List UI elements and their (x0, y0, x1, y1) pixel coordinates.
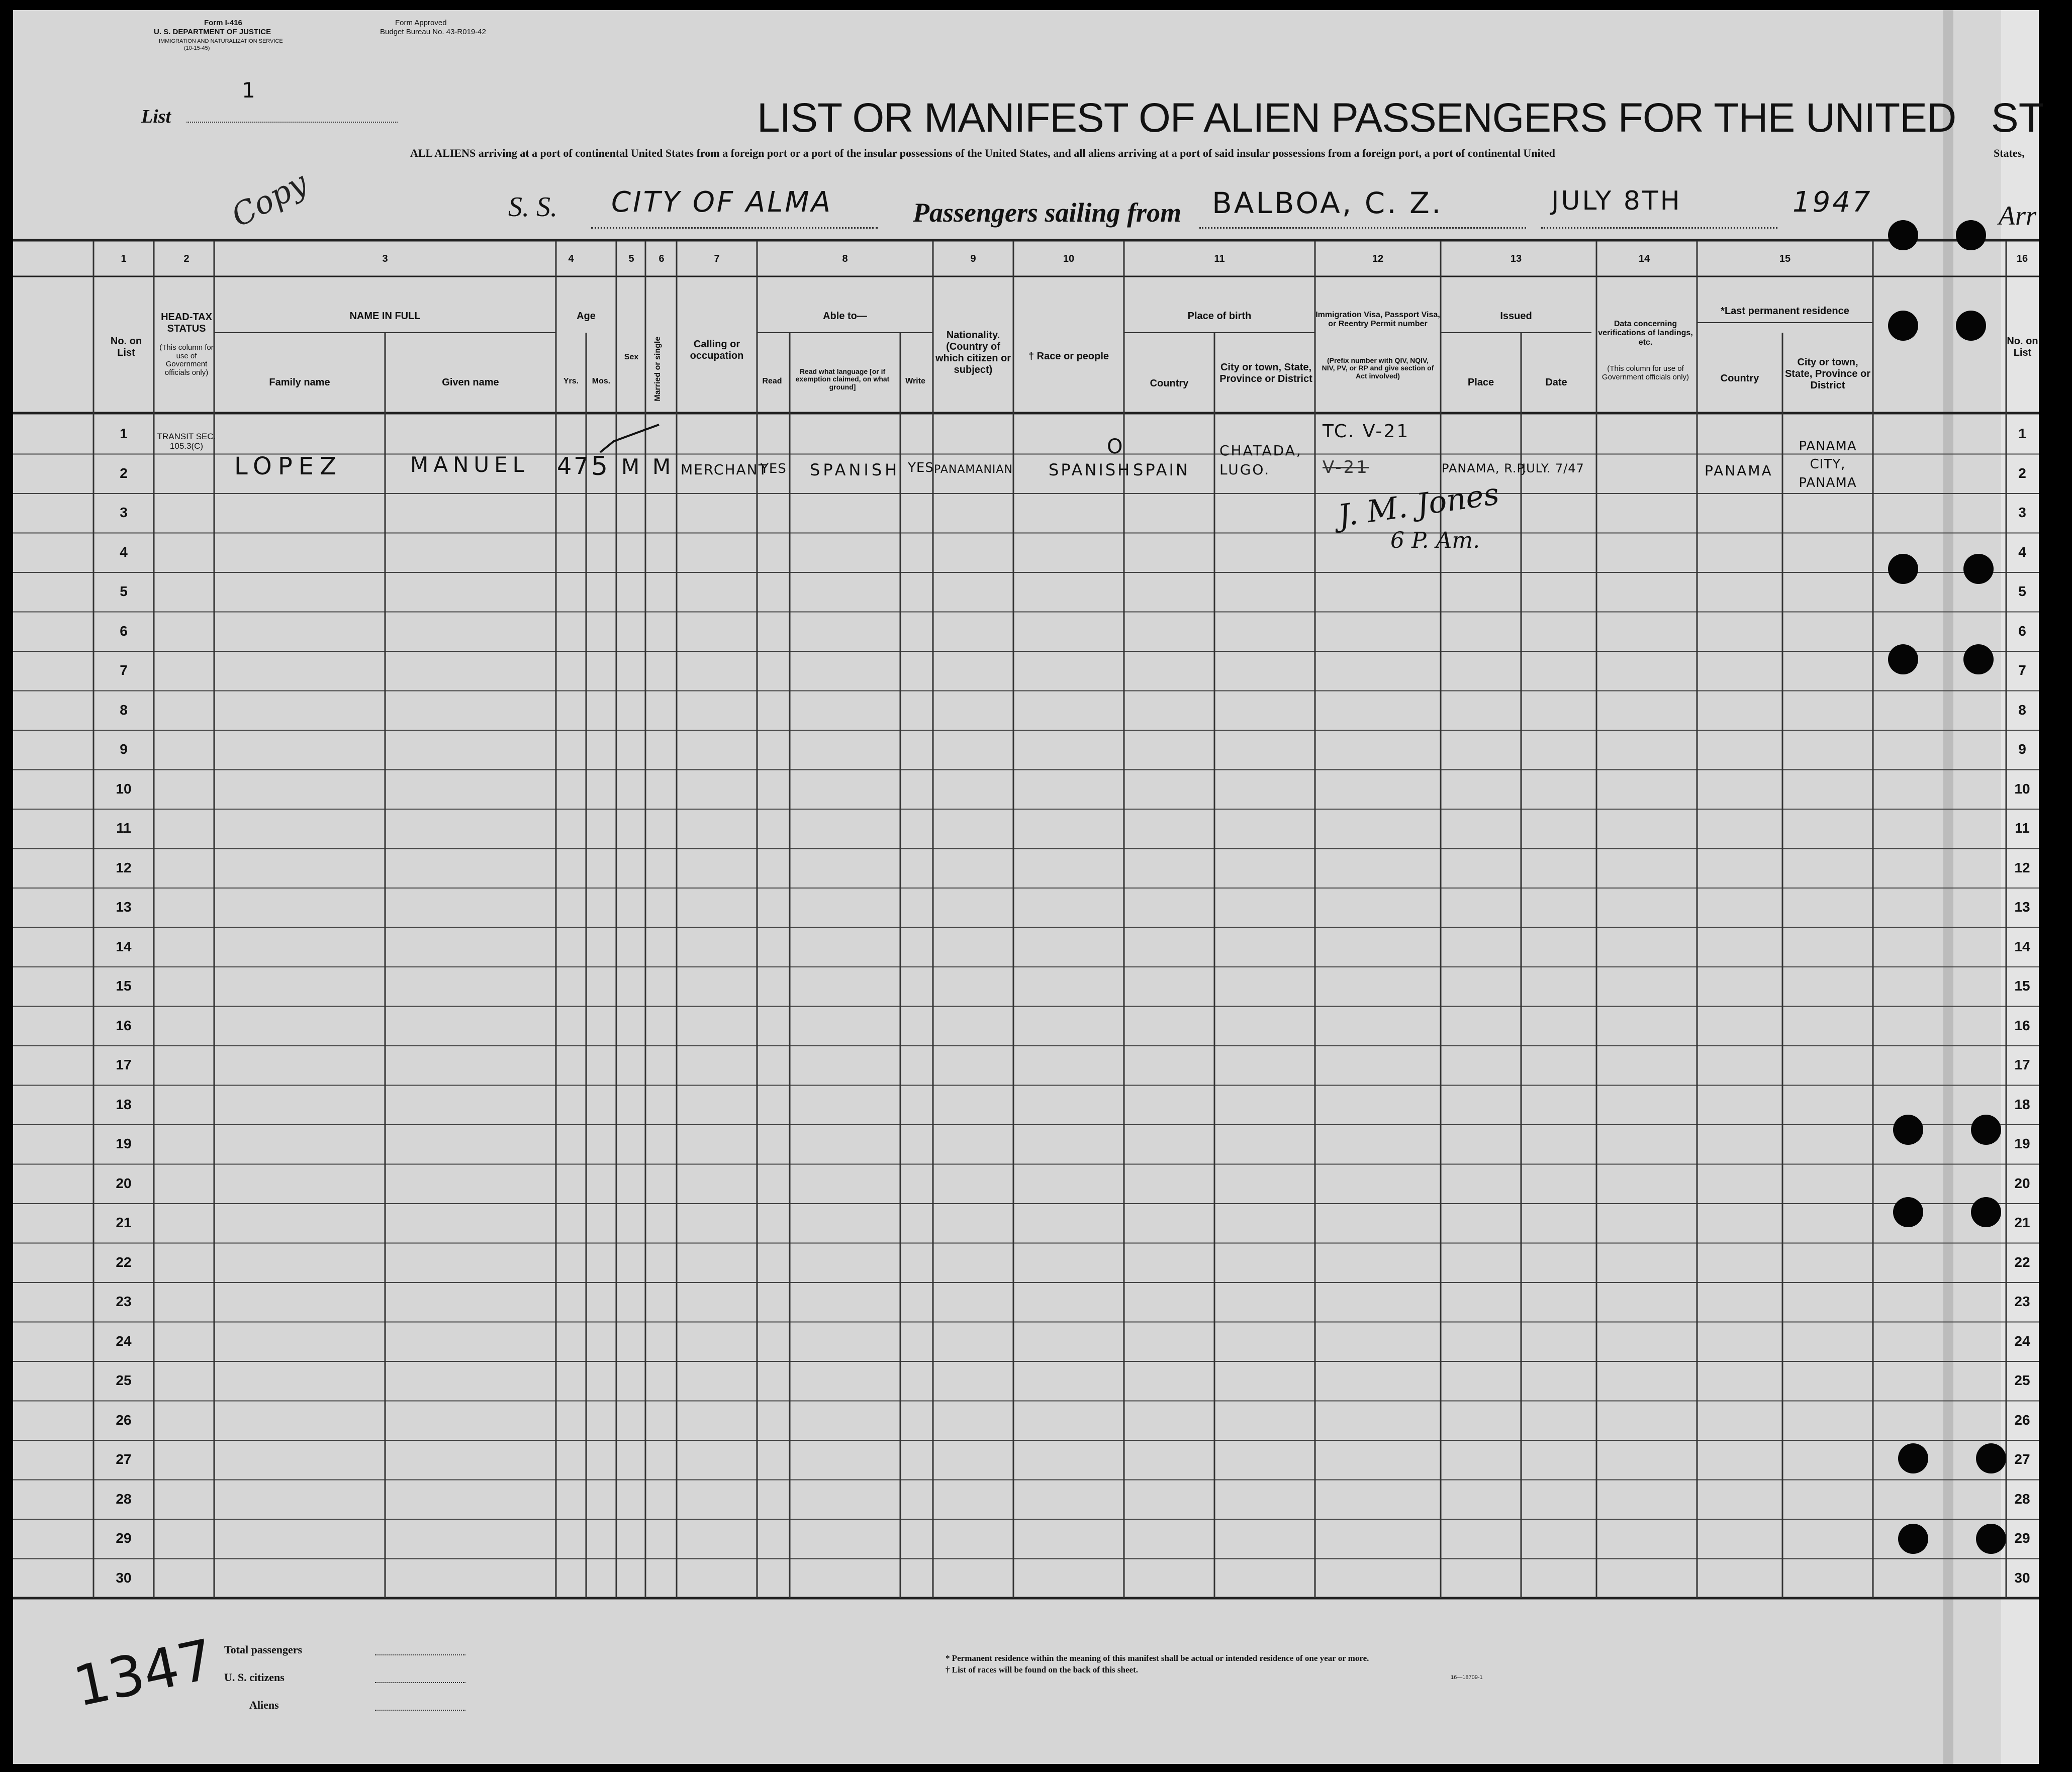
row-number: 2 (120, 465, 128, 481)
passenger-married: M (652, 454, 673, 479)
row-number: 7 (120, 662, 128, 678)
col-nationality: Nationality. (Country of which citizen or subject) (935, 330, 1011, 375)
row-number: 24 (116, 1333, 132, 1349)
col-visa-note: (Prefix number with QIV, NQIV, NIV, PV, or RP and give section of Act involved) (1322, 356, 1434, 380)
punch-hole (1971, 1115, 2001, 1145)
row-number: 24 (2014, 1333, 2030, 1349)
col-read-language: Read what language [or if exemption claimed, on what ground] (795, 367, 890, 391)
us-citizens-line (375, 1682, 465, 1683)
row-number: 30 (116, 1569, 132, 1586)
row-number: 22 (116, 1254, 132, 1270)
column-number: 3 (382, 253, 388, 264)
column-number: 14 (1638, 253, 1650, 264)
col-age-yrs: Yrs. (563, 377, 579, 385)
column-number: 9 (970, 253, 976, 264)
col-data-concerning: Data concerning verifications of landings, etc. (1598, 320, 1693, 347)
col-res-country: Country (1720, 373, 1759, 384)
row-number: 30 (2014, 1569, 2030, 1586)
manifest-title-cut: ST (1991, 95, 2044, 141)
col-no-on-list-right: No. on List (2007, 336, 2038, 358)
ship-name: CITY OF ALMA (611, 186, 833, 219)
row-number: 17 (2014, 1057, 2030, 1072)
row-number: 17 (116, 1057, 132, 1072)
punch-hole (1888, 311, 1918, 341)
row-number: 10 (2014, 780, 2030, 797)
row-number: 29 (116, 1530, 132, 1546)
row-number: 21 (116, 1215, 132, 1230)
row-number: 18 (2014, 1096, 2030, 1112)
col-sex: Sex (624, 353, 639, 361)
row-number: 9 (2018, 741, 2026, 757)
manifest-subtitle: ALL ALIENS arriving at a port of continental United States from a foreign port or a port of the insular possessions of the United States, and all aliens arriving at a port of said insular possessions from a foreign port, a port of continental United (410, 147, 1555, 159)
row-number: 22 (2014, 1254, 2030, 1270)
col-birth-country: Country (1150, 378, 1189, 389)
row-number: 8 (120, 702, 128, 718)
col-no-on-list: No. on List (110, 336, 142, 358)
punch-hole (1963, 644, 1994, 674)
col-married: Married or single (653, 336, 662, 402)
row-number: 12 (116, 859, 132, 875)
manifest-sheet (13, 10, 2044, 1764)
column-number: 8 (842, 253, 848, 264)
column-number: 1 (121, 253, 127, 264)
punch-hole (1893, 1197, 1923, 1227)
col-data-note: (This column for use of Government officials only) (1602, 364, 1689, 381)
service: IMMIGRATION AND NATURALIZATION SERVICE (159, 38, 283, 44)
col-res-city: City or town, State, Province or District (1784, 357, 1871, 391)
col-issued-place: Place (1467, 377, 1494, 388)
row-number: 14 (2014, 938, 2030, 954)
row-number: 13 (2014, 899, 2030, 915)
row-number: 11 (116, 820, 131, 836)
passenger-language: SPANISH (810, 460, 900, 479)
row-number: 20 (116, 1175, 132, 1191)
sailing-date: JULY 8TH (1551, 186, 1682, 216)
form-number: Form I-416 (204, 19, 242, 27)
col-able-to: Able to— (823, 311, 867, 322)
budget-bureau: Budget Bureau No. 43-R019-42 (380, 28, 486, 36)
row-number: 6 (2018, 623, 2026, 639)
sailing-year: 1947 (1793, 186, 1872, 219)
copy-annotation: Copy (225, 164, 314, 235)
row-number: 5 (2018, 583, 2026, 599)
row-number: 16 (2014, 1017, 2030, 1033)
col-race: † Race or people (1028, 351, 1109, 362)
row-number: 27 (2014, 1451, 2030, 1467)
col-birth-city: City or town, State, Province or District (1219, 362, 1312, 384)
form-revision: (10-15-45) (184, 45, 210, 51)
passenger-res-country: PANAMA (1705, 462, 1773, 479)
department: U. S. DEPARTMENT OF JUSTICE (154, 28, 271, 36)
sailing-label: Passengers sailing from (913, 198, 1182, 228)
arriving-cut: Arr (1999, 201, 2037, 231)
punch-hole (1956, 311, 1986, 341)
col-last-residence: *Last permanent residence (1721, 306, 1849, 317)
col-age: Age (577, 311, 596, 322)
col-issued-date: Date (1545, 377, 1567, 388)
col-name-in-full: NAME IN FULL (349, 311, 421, 322)
passenger-head-tax: TRANSIT SEC. 105.3(C) (157, 432, 216, 451)
row-number: 3 (120, 505, 128, 520)
col-place-of-birth: Place of birth (1187, 311, 1252, 322)
row-number: 19 (116, 1136, 132, 1151)
row-number: 18 (116, 1096, 132, 1112)
aliens-label: Aliens (249, 1699, 279, 1711)
row-number: 5 (120, 583, 128, 599)
passenger-age-mos: 5 (591, 451, 610, 481)
row-number: 9 (120, 741, 128, 757)
punch-hole (1976, 1443, 2006, 1473)
punch-hole (1956, 220, 1986, 250)
row-number: 3 (2018, 505, 2026, 520)
punch-hole (1963, 554, 1994, 584)
departure-port: BALBOA, C. Z. (1212, 186, 1443, 220)
column-number: 7 (714, 253, 720, 264)
row-number: 4 (2018, 544, 2026, 560)
col-read: Read (762, 377, 782, 385)
column-number: 6 (658, 253, 665, 264)
list-label: List (141, 106, 171, 127)
row-number: 1 (2018, 426, 2026, 441)
passenger-family-name: LOPEZ (234, 452, 342, 480)
list-number: 1 (242, 78, 257, 103)
column-number: 11 (1214, 253, 1225, 264)
footnote-residence: * Permanent residence within the meaning of this manifest shall be actual or intended residence of one year or more. (946, 1653, 1369, 1663)
form-approved: Form Approved (395, 19, 447, 27)
punch-hole (1888, 554, 1918, 584)
row-number: 25 (116, 1372, 132, 1388)
col-visa: Immigration Visa, Passport Visa, or Reentry Permit number (1315, 311, 1440, 329)
punch-hole (1976, 1524, 2006, 1554)
row-number: 23 (2014, 1294, 2030, 1309)
col-head-tax: HEAD-TAX STATUS (161, 312, 212, 334)
col-age-mos: Mos. (592, 377, 611, 385)
row-number: 4 (120, 544, 128, 560)
passenger-occupation: MERCHANT (681, 461, 768, 478)
row-number: 15 (116, 978, 132, 994)
col-calling: Calling or occupation (690, 339, 744, 361)
col-head-tax-note: (This column for use of Government officials only) (159, 343, 214, 377)
row-number: 13 (116, 899, 132, 915)
row-number: 29 (2014, 1530, 2030, 1546)
aliens-line (375, 1710, 465, 1711)
grid-lines (13, 10, 2039, 1764)
column-number: 5 (628, 253, 634, 264)
row-number: 25 (2014, 1372, 2030, 1388)
passenger-race-mark: O (1107, 435, 1125, 458)
passenger-issued-date: JULY. 7/47 (1522, 461, 1584, 475)
passenger-given-name: MANUEL (410, 452, 530, 477)
passenger-issued-place: PANAMA, R.P. (1442, 461, 1527, 475)
column-number: 2 (183, 253, 190, 264)
total-passengers-line (375, 1654, 465, 1655)
passenger-visa-struck: V-21 (1323, 457, 1369, 477)
punch-hole (1898, 1443, 1928, 1473)
column-number: 15 (1779, 253, 1791, 264)
passenger-write: YES (908, 460, 934, 475)
ship-label: S. S. (508, 191, 557, 223)
row-number: 7 (2018, 662, 2026, 678)
row-number: 27 (116, 1451, 132, 1467)
col-issued: Issued (1500, 311, 1532, 322)
punch-hole (1971, 1197, 2001, 1227)
row-number: 20 (2014, 1175, 2030, 1191)
passenger-birth-country: SPAIN (1133, 460, 1190, 479)
punch-hole (1893, 1115, 1923, 1145)
row-number: 11 (2015, 820, 2030, 836)
col-write: Write (905, 377, 925, 385)
footnote-races: † List of races will be found on the back of this sheet. (946, 1665, 1138, 1675)
passenger-race: SPANISH (1049, 460, 1132, 479)
row-number: 19 (2014, 1136, 2030, 1151)
row-number: 12 (2014, 859, 2030, 875)
col-family-name: Family name (269, 377, 330, 388)
punch-hole (1888, 644, 1918, 674)
column-number: 13 (1510, 253, 1522, 264)
row-number: 21 (2014, 1215, 2030, 1230)
column-number: 12 (1372, 253, 1384, 264)
passenger-birth-city: CHATADA, LUGO. (1219, 442, 1302, 478)
punch-hole (1898, 1524, 1928, 1554)
passenger-age-yrs: 47 (557, 452, 591, 479)
row-number: 1 (120, 426, 128, 441)
row-number: 23 (116, 1294, 132, 1309)
total-passengers-label: Total passengers (224, 1643, 303, 1656)
manifest-title: LIST OR MANIFEST OF ALIEN PASSENGERS FOR THE UNITED (757, 95, 1956, 141)
passenger-sex: M (621, 454, 642, 479)
column-number: 10 (1063, 253, 1075, 264)
row-number: 26 (2014, 1412, 2030, 1428)
punch-hole (1888, 220, 1918, 250)
signature-note: 6 P. Am. (1390, 528, 1480, 553)
row-number: 8 (2018, 702, 2026, 718)
column-number: 4 (568, 253, 574, 264)
row-number: 16 (116, 1017, 132, 1033)
column-number: 16 (2016, 253, 2028, 264)
passenger-visa: TC. V-21 (1323, 421, 1410, 442)
us-citizens-label: U. S. citizens (224, 1671, 285, 1684)
row-number: 28 (116, 1491, 132, 1507)
row-number: 6 (120, 623, 128, 639)
passenger-nationality: PANAMANIAN (934, 463, 1013, 476)
row-number: 14 (116, 938, 132, 954)
manifest-subtitle-cut: States, (1994, 147, 2025, 159)
passenger-read: YES (761, 461, 787, 476)
row-number: 26 (116, 1412, 132, 1428)
officer-signature: J. M. Jones (1336, 476, 1501, 534)
printer-mark: 16—18709-1 (1451, 1675, 1483, 1681)
row-number: 2 (2018, 465, 2026, 481)
col-given-name: Given name (442, 377, 499, 388)
row-number: 10 (116, 780, 132, 797)
row-number: 15 (2014, 978, 2030, 994)
passenger-res-city: PANAMA CITY, PANAMA (1799, 439, 1857, 490)
page-number: 1347 (68, 1627, 220, 1719)
row-number: 28 (2014, 1491, 2030, 1507)
